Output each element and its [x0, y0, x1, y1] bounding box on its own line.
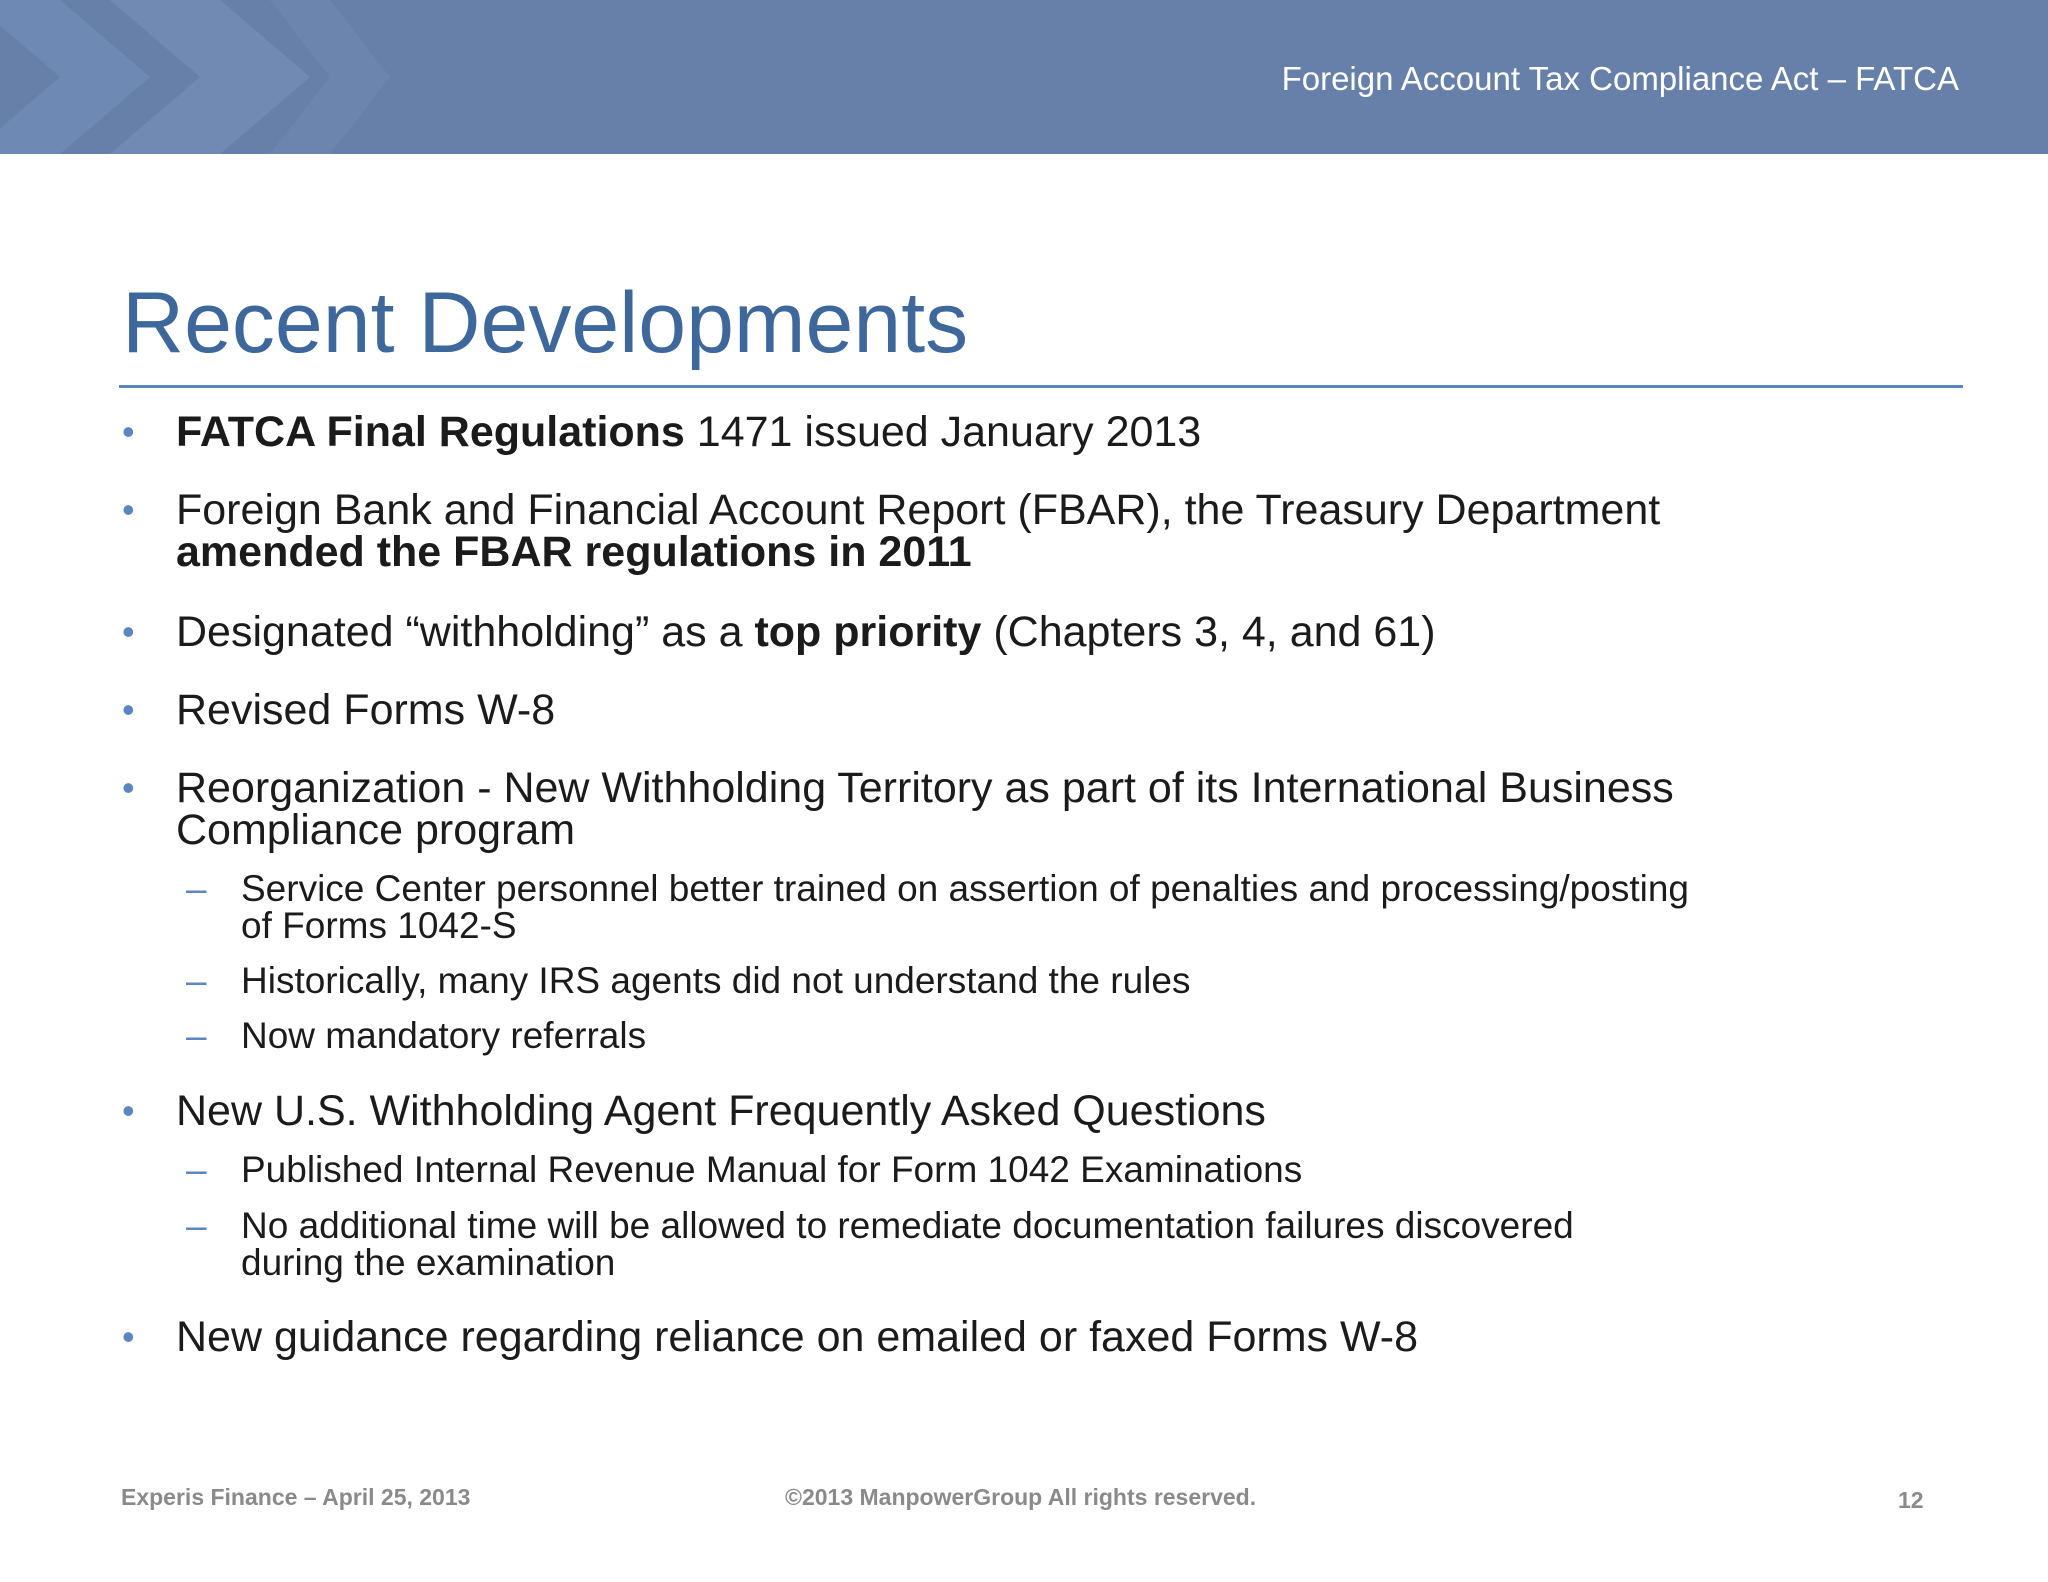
bullet-icon: •	[122, 611, 135, 652]
sub-bullet-text: of Forms 1042-S	[241, 905, 517, 946]
slide-title: Recent Developments	[122, 275, 969, 371]
header-title: Foreign Account Tax Compliance Act – FATCA	[1281, 60, 1959, 97]
sub-bullet-item	[186, 1205, 1574, 1283]
footer-date: Experis Finance – April 25, 2013	[121, 1484, 471, 1510]
bullet-item	[122, 486, 1661, 576]
bullet-text: Designated “withholding” as a	[176, 608, 755, 656]
bullet-text: Revised Forms W-8	[176, 686, 556, 734]
bullet-icon: •	[122, 689, 135, 730]
bullet-text: New guidance regarding reliance on emailed or faxed Forms W-8	[176, 1313, 1419, 1361]
dash-icon: –	[186, 868, 207, 909]
bullet-item	[122, 764, 1674, 854]
sub-bullet-text: Now mandatory referrals	[241, 1015, 647, 1056]
bullet-text-bold: top priority	[754, 608, 982, 656]
bullet-icon: •	[122, 767, 135, 808]
sub-bullet-item	[186, 960, 1191, 1001]
title-divider	[119, 385, 1963, 388]
bullet-icon: •	[122, 489, 135, 530]
sub-bullet-text: Published Internal Revenue Manual for Form 1042 Examinations	[241, 1149, 1303, 1190]
bullet-item	[122, 1313, 1419, 1361]
bullet-text: (Chapters 3, 4, and 61)	[981, 608, 1436, 656]
bullet-text: Foreign Bank and Financial Account Report (FBAR), the Treasury Department	[176, 486, 1661, 534]
dash-icon: –	[186, 1205, 207, 1246]
dash-icon: –	[186, 1149, 207, 1190]
bullet-text: New U.S. Withholding Agent Frequently Asked Questions	[176, 1087, 1266, 1135]
bullet-text: Reorganization - New Withholding Territory as part of its International Business	[176, 764, 1674, 812]
bullet-item	[122, 686, 556, 734]
sub-bullet-item	[186, 1015, 647, 1056]
bullet-item	[122, 408, 1202, 456]
sub-bullet-text: No additional time will be allowed to remediate documentation failures discovered	[241, 1205, 1574, 1246]
bullet-text-bold: FATCA Final Regulations	[176, 408, 685, 456]
bullet-text-bold: amended the FBAR regulations in 2011	[176, 528, 972, 576]
bullet-text: Compliance program	[176, 806, 576, 854]
bullet-icon: •	[122, 1090, 135, 1131]
bullet-text: 1471 issued January 2013	[684, 408, 1202, 456]
bullet-icon: •	[122, 411, 135, 452]
dash-icon: –	[186, 1015, 207, 1056]
bullet-icon: •	[122, 1316, 135, 1357]
bullet-item	[122, 608, 1436, 656]
sub-bullet-text: Historically, many IRS agents did not understand the rules	[241, 960, 1191, 1001]
header-band	[0, 0, 2048, 154]
sub-bullet-text: Service Center personnel better trained on assertion of penalties and processing/posting	[241, 868, 1689, 909]
sub-bullet-item	[186, 868, 1689, 946]
footer-copyright: ©2013 ManpowerGroup All rights reserved.	[785, 1484, 1257, 1510]
sub-bullet-text: during the examination	[241, 1242, 616, 1283]
dash-icon: –	[186, 960, 207, 1001]
sub-bullet-item	[186, 1149, 1303, 1190]
chevron-decoration-icon	[0, 0, 420, 154]
bullet-item	[122, 1087, 1266, 1135]
page-number: 12	[1898, 1487, 1924, 1513]
